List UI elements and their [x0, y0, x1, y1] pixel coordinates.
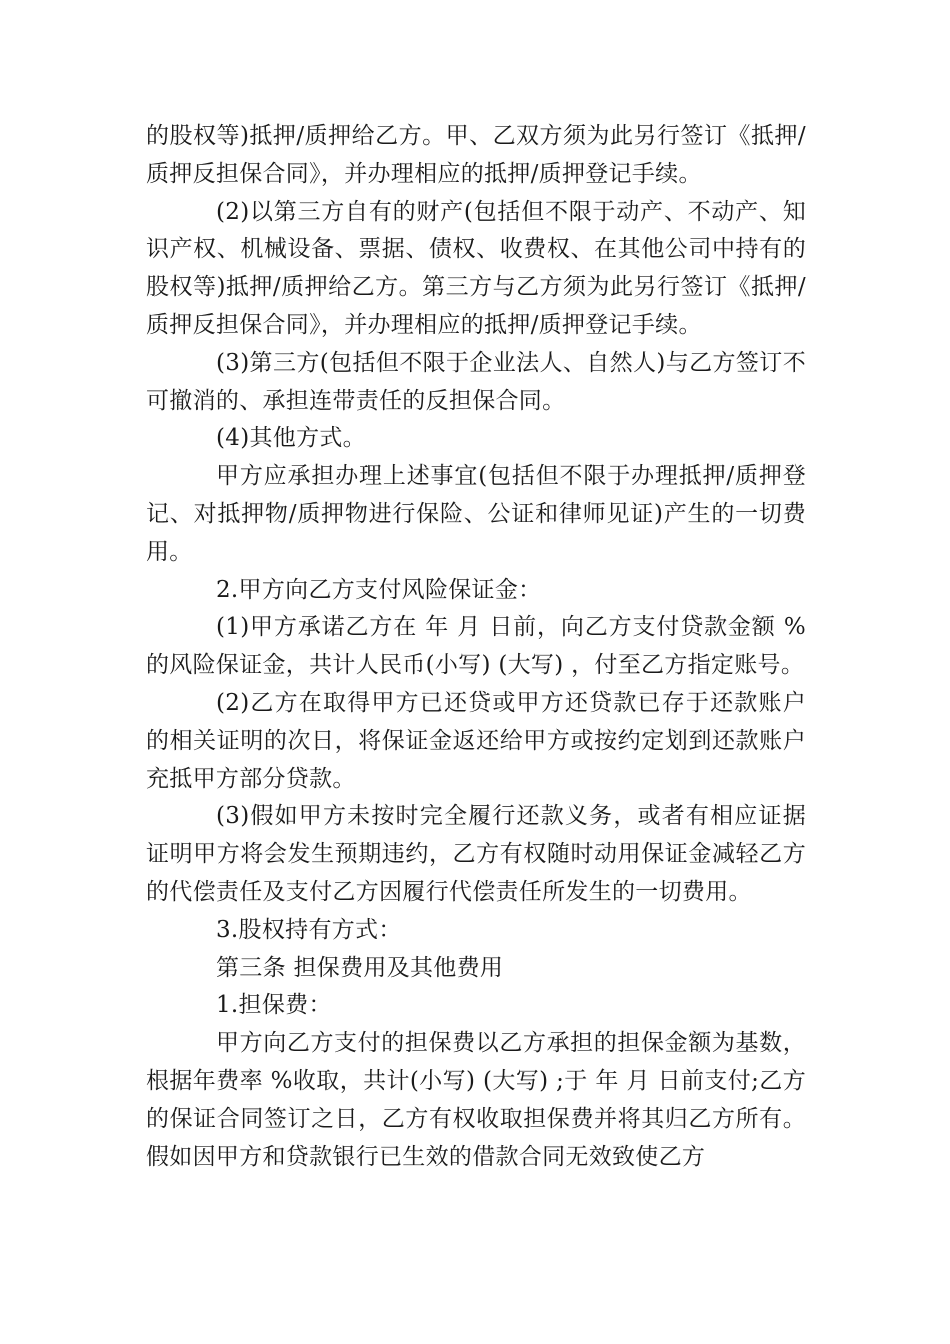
section-heading: 第三条 担保费用及其他费用: [216, 954, 504, 981]
paragraph-1: 的股权等)抵押/质押给乙方。甲、乙双方须为此另行签订《抵押/质押反担保合同》，并办理相应的抵押/质押登记手续。: [146, 123, 806, 187]
paragraph-5: 甲方应承担办理上述事宜(包括但不限于办理抵押/质押登记、对抵押物/质押物进行保险、公证和律师见证)产生的一切费用。: [146, 463, 806, 565]
document-body: [146, 118, 806, 1176]
paragraph-7: (1)甲方承诺乙方在 年 月 日前，向乙方支付贷款金额 %的风险保证金，共计人民币(小写) (大写) ，付至乙方指定账号。: [146, 614, 806, 679]
paragraph-13: 甲方向乙方支付的担保费以乙方承担的担保金额为基数，根据年费率 %收取，共计(小写) (大写) ;于 年 月 日前支付;乙方的保证合同签订之日，乙方有权收取担保费并将其归乙方所有。假如因甲方和贷款银行已生效的借款合同无效致使乙方: [146, 1030, 806, 1170]
paragraph-6: 2.甲方向乙方支付风险保证金：: [216, 576, 542, 603]
paragraph-10: 3.股权持有方式：: [216, 916, 402, 943]
paragraph-2: (2)以第三方自有的财产(包括但不限于动产、不动产、知识产权、机械设备、票据、债权、收费权、在其他公司中持有的股权等)抵押/质押给乙方。第三方与乙方须为此另行签订《抵押/质押反担保合同》，并办理相应的抵押/质押登记手续。: [146, 198, 806, 338]
paragraph-9: (3)假如甲方未按时完全履行还款义务，或者有相应证据证明甲方将会发生预期违约，乙方有权随时动用保证金减轻乙方的代偿责任及支付乙方因履行代偿责任所发生的一切费用。: [146, 803, 806, 905]
paragraph-12: 1.担保费：: [216, 992, 332, 1019]
paragraph-3: (3)第三方(包括但不限于企业法人、自然人)与乙方签订不可撤消的、承担连带责任的反担保合同。: [146, 349, 806, 414]
paragraph-8: (2)乙方在取得甲方已还贷或甲方还贷款已存于还款账户的相关证明的次日，将保证金返还给甲方或按约定划到还款账户充抵甲方部分贷款。: [146, 689, 806, 792]
paragraph-4: (4)其他方式。: [216, 425, 366, 452]
